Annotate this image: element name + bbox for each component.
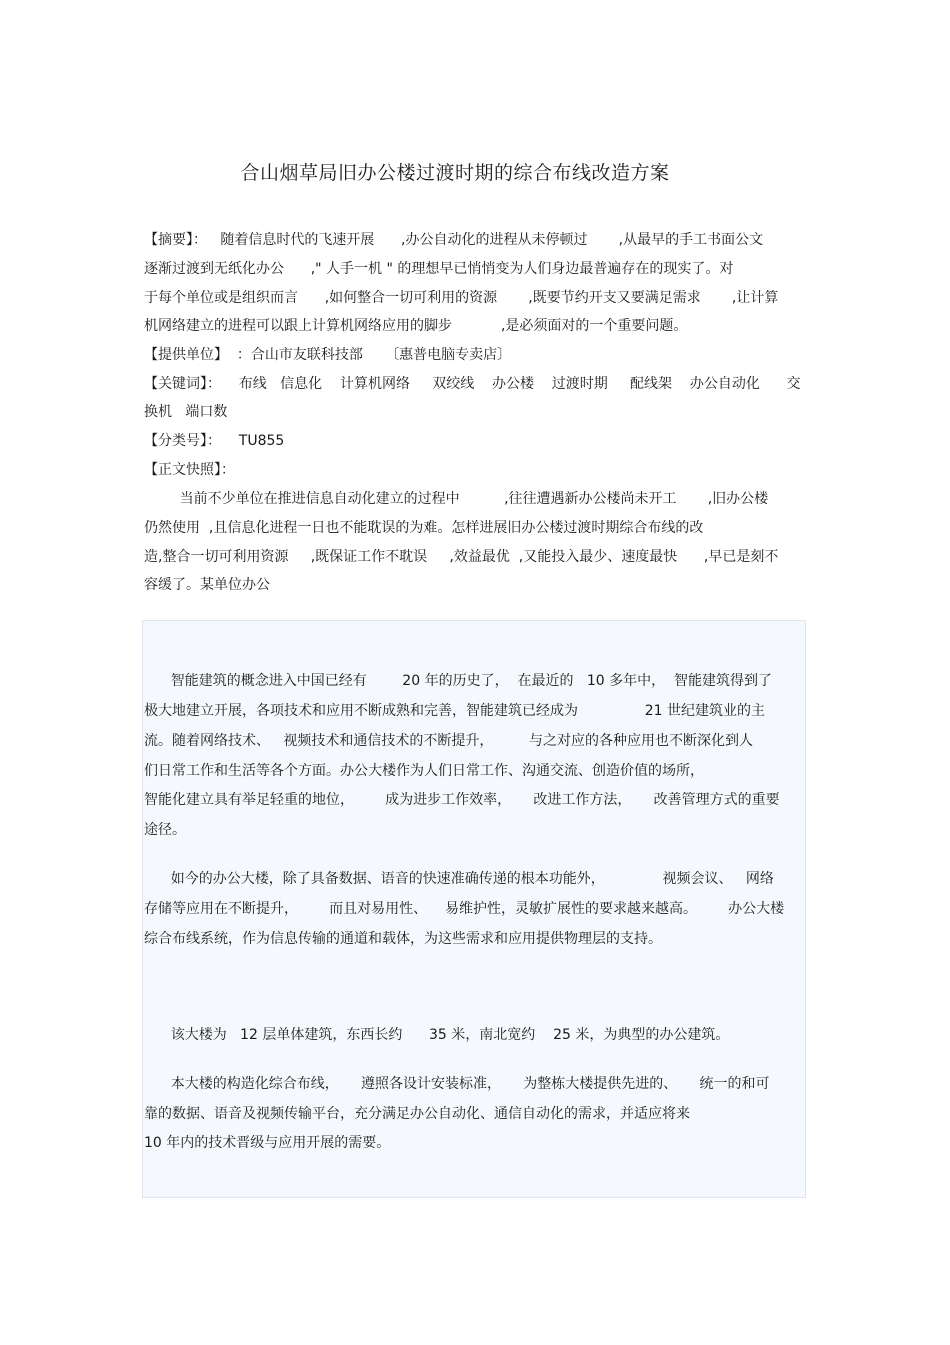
body-line: 途径。 bbox=[144, 822, 186, 838]
body-line: 存储等应用在不断提升， 而且对易用性、 易维护性，灵敏扩展性的要求越来越高。 办公大楼 bbox=[144, 901, 785, 917]
provider-line: 【提供单位】 ：合山市友联科技部 〔惠普电脑专卖店〕 bbox=[144, 347, 512, 363]
body-line: 该大楼为 12 层单体建筑，东西长约 35 米，南北宽约 25 米，为典型的办公建筑。 bbox=[144, 1027, 730, 1043]
document-title: 合山烟草局旧办公楼过渡时期的综合布线改造方案 bbox=[240, 162, 670, 184]
body-line: 智能化建立具有举足轻重的地位， 成为进步工作效率， 改进工作方法， 改善管理方式的重要 bbox=[144, 792, 780, 808]
body-line: 极大地建立开展，各项技术和应用不断成熟和完善，智能建筑已经成为 21 世纪建筑业的主 bbox=[144, 703, 766, 719]
classification-line: 【分类号】： TU855 bbox=[144, 433, 285, 449]
body-line: 流。随着网络技术、 视频技术和通信技术的不断提升， 与之对应的各种应用也不断深化到人 bbox=[144, 733, 753, 749]
abstract-line: 逐渐过渡到无纸化办公 ," 人手一机 " 的理想早已悄悄变为人们身边最普遍存在的现实了。对 bbox=[144, 261, 734, 277]
abstract-line: 【摘要】： 随着信息时代的飞速开展 ,办公自动化的进程从未停顿过 ,从最早的手工书面公文 bbox=[144, 232, 764, 248]
body-line: 本大楼的构造化综合布线， 遵照各设计安装标准， 为整栋大楼提供先进的、 统一的和可 bbox=[144, 1076, 770, 1092]
snapshot-line: 仍然使用 ,且信息化进程一日也不能耽误的为难。怎样进展旧办公楼过渡时期综合布线的改 bbox=[144, 520, 704, 536]
body-line: 靠的数据、语音及视频传输平台，充分满足办公自动化、通信自动化的需求，并适应将来 bbox=[144, 1106, 690, 1122]
body-line: 智能建筑的概念进入中国已经有 20 年的历史了， 在最近的 10 多年中， 智能建筑得到了 bbox=[144, 673, 772, 689]
body-line: 10 年内的技术晋级与应用开展的需要。 bbox=[144, 1135, 391, 1151]
keywords-line: 【关键词】： 布线 信息化 计算机网络 双绞线 办公楼 过渡时期 配线架 办公自动化 交 bbox=[144, 376, 801, 392]
snapshot-line: 容缓了。某单位办公 bbox=[144, 577, 270, 593]
snapshot-line: 造,整合一切可利用资源 ,既保证工作不耽误 ,效益最优 ,又能投入最少、速度最快 ,早已是刻不 bbox=[144, 549, 779, 565]
snapshot-line: 当前不少单位在推进信息自动化建立的过程中 ,往往遭遇新办公楼尚未开工 ,旧办公楼 bbox=[144, 491, 769, 507]
abstract-line: 机网络建立的进程可以跟上计算机网络应用的脚步 ,是必须面对的一个重要问题。 bbox=[144, 318, 688, 334]
snapshot-heading: 【正文快照】： bbox=[144, 462, 235, 478]
body-line: 如今的办公大楼，除了具备数据、语音的快速准确传递的根本功能外， 视频会议、 网络 bbox=[144, 871, 774, 887]
body-line: 们日常工作和生活等各个方面。办公大楼作为人们日常工作、沟通交流、创造价值的场所， bbox=[144, 763, 704, 779]
abstract-line: 于每个单位或是组织而言 ,如何整合一切可利用的资源 ,既要节约开支又要满足需求 ,让计算 bbox=[144, 290, 779, 306]
body-line: 综合布线系统，作为信息传输的通道和载体，为这些需求和应用提供物理层的支持。 bbox=[144, 931, 662, 947]
keywords-line: 换机 端口数 bbox=[144, 404, 228, 420]
